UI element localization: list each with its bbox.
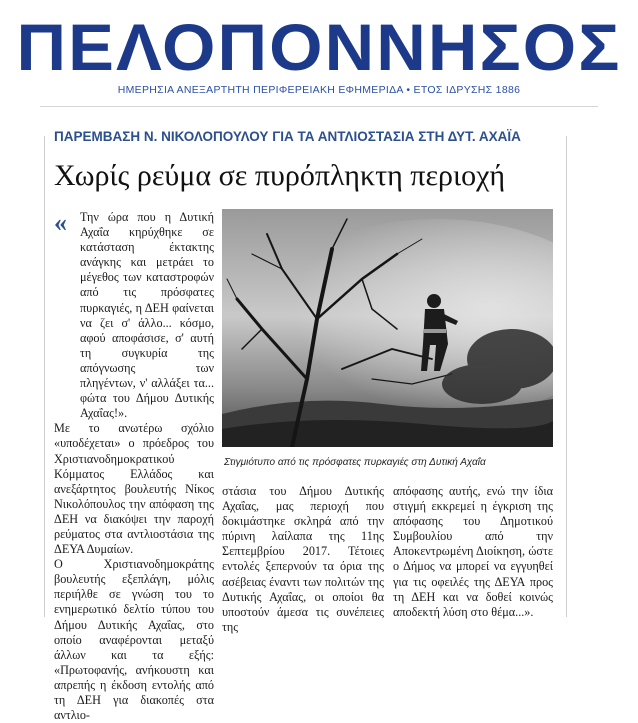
article-column-3	[393, 484, 553, 620]
article-column-1	[54, 210, 214, 723]
left-column-rule	[44, 136, 45, 617]
paragraph-2: Με το ανωτέρω σχόλιο «υποδέχεται» ο πρόεδρος του Χριστιανοδημοκρατικού Κόμματος Ελλάδος και ανεξάρτητος βουλευτής Νίκος Νικολόπουλος την απόφαση της ΔΕΗ να διακόψει την παροχή ρεύματος στα αντλιοστάσια της ΔΕΥΑ Δυμαίων.	[54, 421, 214, 557]
masthead	[0, 12, 638, 96]
column-2-text: στάσια του Δήμου Δυτικής Αχαΐας, μας περιοχή που δοκιμάστηκε σκληρά από την πύρινη λαίλαπα της 11ης Σεπτεμβρίου 2017. Τέτοιες εντολές ξεπερνούν τα όρια της ασέβειας έναντι των πολιτών της Δυτικής Αχαΐας, οι οποίοι θα υποστούν άμεσα τις συνέπειες της	[222, 484, 384, 634]
newspaper-title: ΠΕΛΟΠΟΝΝΗΣΟΣ	[16, 10, 622, 84]
masthead-divider	[40, 106, 598, 107]
photo-caption: Στιγμιότυπο από τις πρόσφατες πυρκαγιές στη Δυτική Αχαΐα	[224, 457, 486, 468]
paragraph-1: Την ώρα που η Δυτική Αχαΐα κηρύχθηκε σε κατάσταση έκτακτης ανάγκης και μετράει το μέγεθος των καταστροφών από τις πρόσφατες πυρκαγιές, η ΔΕΗ φαίνεται να ζει σ' άλλο... κόσμο, αφού αποφάσισε, σ' αυτή τη συγκυρία της απόγνωσης των πληγέντων, ν' αλλάξει τα... φώτα του Δήμου Δυτικής Αχαΐας!».	[80, 210, 214, 421]
right-column-rule	[566, 136, 567, 617]
newspaper-subtitle: ΗΜΕΡΗΣΙΑ ΑΝΕΞΑΡΤΗΤΗ ΠΕΡΙΦΕΡΕΙΑΚΗ ΕΦΗΜΕΡΙΔΑ • ΕΤΟΣ ΙΔΡΥΣΗΣ 1886	[117, 84, 521, 96]
paragraph-3: Ο Χριστιανοδημοκράτης βουλευτής εξεπλάγη, μόλις περιήλθε σε γνώση του το ενημερωτικό δελτίο τύπου του Δήμου Δυτικής Αχαΐας, στο οποίο αναφέρονται μεταξύ άλλων και τα εξής: «Πρωτοφανής, ανήκουστη και απρεπής η έκδοση εντολής από τη ΔΕΗ για διακοπές στα αντλιο-	[54, 557, 214, 723]
article-column-2	[222, 484, 384, 635]
opening-quote-mark: «	[54, 208, 67, 237]
article-kicker: ΠΑΡΕΜΒΑΣΗ Ν. ΝΙΚΟΛΟΠΟΥΛΟΥ ΓΙΑ ΤΑ ΑΝΤΛΙΟΣΤΑΣΙΑ ΣΤΗ ΔΥΤ. ΑΧΑΪΑ	[54, 129, 521, 144]
article-headline: Χωρίς ρεύμα σε πυρόπληκτη περιοχή	[54, 159, 506, 192]
wildfire-photo	[222, 209, 553, 447]
column-3-text: απόφασης αυτής, ενώ την ίδια στιγμή εκκρεμεί η έγκριση της απόφασης του Δημοτικού Συμβουλίου από την Αποκεντρωμένη Διοίκηση, ώστε ο Δήμος να μπορεί να εγγυηθεί για τις οφειλές της ΔΕΥΑ προς τη ΔΕΗ και να δοθεί κοινώς αποδεκτή λύση στο θέμα...».	[393, 484, 553, 619]
